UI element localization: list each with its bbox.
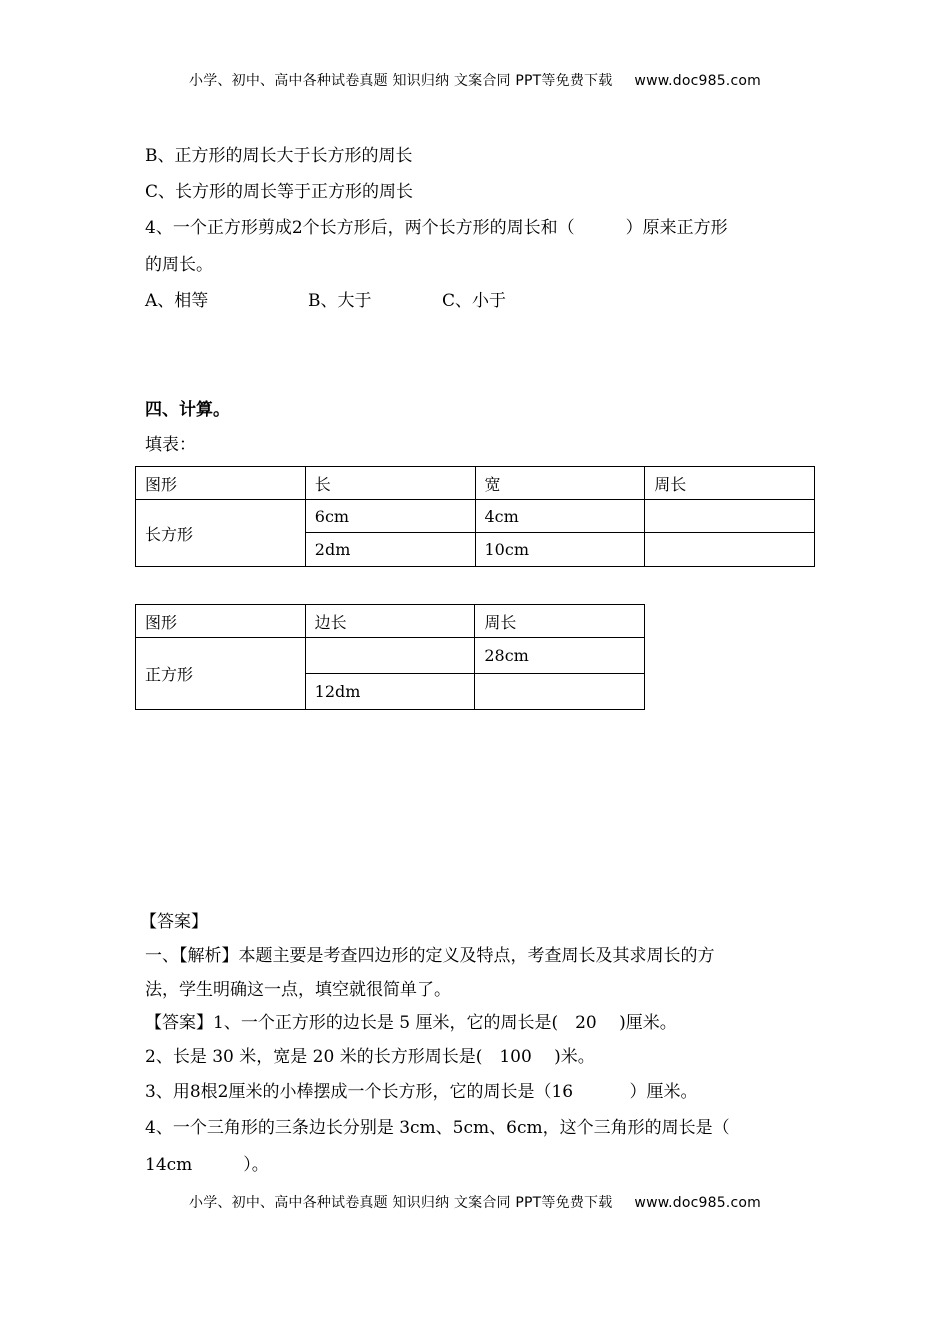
page-header: [0, 70, 950, 90]
header-site-link[interactable]: www.doc985.com: [634, 73, 761, 89]
option-c: C、小于: [442, 291, 507, 311]
answer-3: 3、用8根2厘米的小棒摆成一个长方形，它的周长是（16 ）厘米。: [145, 1082, 698, 1102]
perimeter-cell: [645, 500, 815, 533]
question-4-line2: 的周长。: [145, 255, 213, 275]
header-text: 小学、初中、高中各种试卷真题 知识归纳 文案合同 PPT等免费下载: [189, 73, 613, 89]
analysis-line1: 一、【解析】本题主要是考查四边形的定义及特点，考查周长及其求周长的方: [145, 946, 715, 966]
perimeter-cell: [475, 674, 645, 710]
footer-text: 小学、初中、高中各种试卷真题 知识归纳 文案合同 PPT等免费下载: [189, 1195, 613, 1211]
option-a: A、相等: [145, 291, 209, 311]
question-4-line1: 4、一个正方形剪成2个长方形后，两个长方形的周长和（ ）原来正方形: [145, 218, 728, 238]
answers-heading: 【答案】: [140, 912, 208, 932]
option-c: C、长方形的周长等于正方形的周长: [145, 182, 414, 202]
answer-1: 【答案】1、一个正方形的边长是 5 厘米，它的周长是( 20 )厘米。: [145, 1013, 677, 1033]
footer-site-link[interactable]: www.doc985.com: [634, 1195, 761, 1211]
perimeter-cell: [645, 533, 815, 567]
table-header: 周长: [645, 467, 815, 500]
square-table: [135, 604, 645, 710]
option-b: B、大于: [308, 291, 372, 311]
perimeter-cell: 28cm: [475, 638, 645, 674]
fill-table-label: 填表：: [145, 435, 196, 455]
option-b: B、正方形的周长大于长方形的周长: [145, 146, 413, 166]
length-cell: 6cm: [305, 500, 475, 533]
side-cell: 12dm: [305, 674, 475, 710]
question-4-options: [145, 289, 545, 313]
table-header: 图形: [136, 605, 306, 638]
length-cell: 2dm: [305, 533, 475, 567]
table-header: 周长: [475, 605, 645, 638]
table-header: 宽: [475, 467, 645, 500]
table-header: 长: [305, 467, 475, 500]
page-footer: [0, 1192, 950, 1212]
shape-cell: 长方形: [136, 500, 306, 567]
rectangle-table: [135, 466, 815, 567]
answer-4-line2: 14cm ）。: [145, 1155, 269, 1175]
width-cell: 10cm: [475, 533, 645, 567]
section-title: 四、计算。: [145, 400, 230, 420]
answer-2: 2、长是 30 米，宽是 20 米的长方形周长是( 100 )米。: [145, 1047, 595, 1067]
analysis-line2: 法，学生明确这一点，填空就很简单了。: [145, 980, 451, 1000]
width-cell: 4cm: [475, 500, 645, 533]
shape-cell: 正方形: [136, 638, 306, 710]
table-header: 图形: [136, 467, 306, 500]
side-cell: [305, 638, 475, 674]
answer-4-line1: 4、一个三角形的三条边长分别是 3cm、5cm、6cm，这个三角形的周长是（: [145, 1118, 730, 1138]
table-header: 边长: [305, 605, 475, 638]
